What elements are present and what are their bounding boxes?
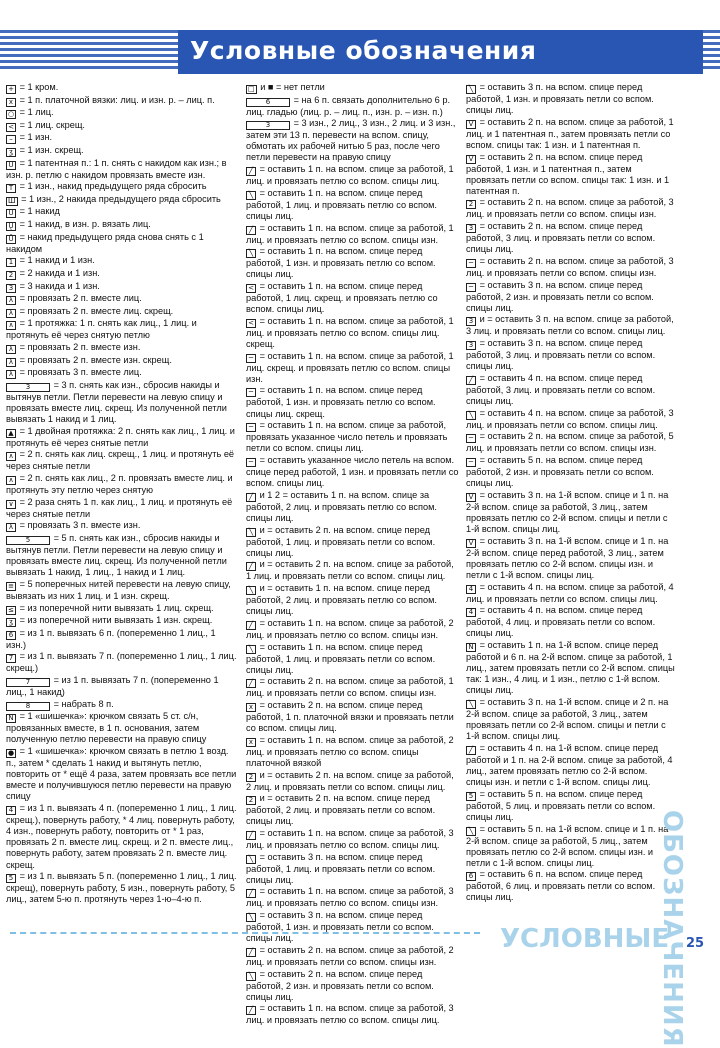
legend-entry	[246, 945, 461, 968]
stitch-symbol-icon: –	[6, 135, 16, 144]
legend-entry	[6, 615, 238, 627]
legend-entry	[246, 700, 461, 734]
legend-entry	[6, 219, 238, 231]
stitch-symbol-icon: ○	[8, 110, 15, 119]
legend-text: = 1 накид	[19, 206, 60, 217]
legend-text: = оставить 4 п. на вспом. спице перед работой, 4 лиц. и провязать петли со вспом. спицы лиц.	[466, 605, 656, 639]
legend-text: = оставить указанное число петель на вспом. спице перед работой, 1 изн. и провязать петли со вспом. спицы лиц.	[246, 455, 459, 489]
legend-text: = оставить 2 п. на вспом. спице перед работой, 3 лиц. и провязать петли со вспом. спицы лиц.	[466, 221, 656, 255]
legend-text: = 3 изн., 2 лиц., 3 изн., 2 лиц. и 3 изн., затем эти 13 п. перевести на вспом. спицу, обмотать их рабочей нитью 5 раз, после чего петли перевести на правую спицу	[246, 118, 456, 163]
legend-text: и = оставить 3 п. на вспом. спице за работой, 3 лиц. и провязать петли со вспом. спицы лиц.	[466, 314, 674, 337]
legend-entry	[6, 232, 238, 255]
legend-entry	[6, 367, 238, 379]
stitch-symbol-icon: ╲	[246, 645, 256, 654]
legend-entry	[6, 449, 238, 472]
legend-entry	[6, 699, 238, 711]
page-header	[0, 0, 720, 80]
legend-text: = накид предыдущего ряда снова снять с 1 накидом	[6, 231, 204, 254]
legend-entry	[466, 536, 676, 581]
legend-entry	[466, 221, 676, 255]
legend-text: и = оставить 2 п. на вспом. спице перед работой, 1 лиц. и провязать петли со вспом. спицы лиц.	[246, 524, 436, 558]
legend-text: = оставить 1 п. на вспом. спице за работой, 2 лиц. и провязать петлю со вспом. спицы платочной вязкой	[246, 734, 454, 768]
legend-text: = оставить 2 п. на вспом. спице за работой, 2 лиц. и провязать петли со вспом. спицы изн.	[246, 944, 454, 967]
legend-entry	[466, 152, 676, 197]
stitch-symbol-icon: ─	[466, 458, 476, 467]
stitch-symbol-icon: 8	[6, 702, 50, 711]
stitch-symbol-icon: Ū	[6, 235, 16, 244]
legend-text: = оставить 3 п. на 1-й вспом. спице и 2 п. на 2-й вспом. спице за работой, 3 лиц., затем провязать петли со 2-й вспом. спицы и петли с 1-й вспом. спицы лиц.	[466, 696, 669, 742]
legend-entry	[466, 197, 676, 220]
stitch-symbol-icon: 3	[246, 121, 290, 130]
stitch-symbol-icon: ╲	[246, 855, 256, 864]
legend-text: = 2 п. снять как лиц. скрещ., 1 лиц. и протянуть её через снятые петли	[6, 449, 235, 472]
legend-text: = оставить 3 п. на вспом. спице перед работой, 1 лиц. и провязать петли со вспом. спицы лиц.	[246, 851, 436, 885]
legend-text: = 1 «шишечка»: крючком связать в петлю 1 возд. п., затем * сделать 1 накид и вытянуть петлю, повторить от * ещё 4 раза, затем провязать все петли вместе и получившуюся петлю перевести на правую спицу	[6, 746, 237, 802]
legend-text: и = оставить 2 п. на вспом. спице за работой, 1 лиц. и провязать петли со вспом. спицы лиц.	[246, 559, 454, 582]
stitch-symbol-icon: T	[6, 184, 16, 193]
legend-text: = оставить 2 п. на вспом. спице перед работой, 2 изн. и провязать петли со вспом. спицы лиц.	[246, 968, 434, 1002]
legend-entry	[246, 770, 461, 793]
legend-entry	[246, 676, 461, 699]
legend-entry	[466, 697, 676, 742]
stitch-symbol-icon: ╱	[246, 831, 256, 840]
legend-text: = провязать 2 п. вместе лиц.	[19, 293, 142, 304]
legend-text: = провязать 3 п. вместе изн.	[19, 520, 141, 531]
legend-text: = 1 протяжка: 1 п. снять как лиц., 1 лиц. и протянуть её через снятую петлю	[6, 318, 197, 341]
legend-entry	[246, 852, 461, 886]
legend-entry	[6, 318, 238, 341]
stitch-symbol-icon: 6	[246, 98, 290, 107]
legend-text: = из 1 п. вывязать 7 п. (попеременно 1 лиц., 1 накид)	[6, 675, 219, 698]
legend-text: = оставить 1 п. на вспом. спице перед работой, 1 лиц. и провязать петли со вспом. спицы лиц.	[246, 641, 436, 675]
legend-entry	[246, 828, 461, 851]
legend-entry	[6, 803, 238, 870]
legend-entry	[6, 711, 238, 745]
legend-text: = оставить 1 п. на вспом. спице за работой, провязать указанное число петель и провязать петли со вспом. спицы лиц.	[246, 420, 448, 454]
stitch-symbol-icon: ╲	[466, 700, 476, 709]
stitch-symbol-icon: 7	[6, 654, 16, 663]
stitch-symbol-icon: ╲	[466, 827, 476, 836]
legend-entry	[6, 181, 238, 193]
stitch-symbol-icon: ╱	[246, 621, 256, 630]
legend-text: = из 1 п. вывязать 5 п. (попеременно 1 лиц., 1 лиц. скрещ), повернуть работу, 5 изн., повернуть работу, 5 лиц., затем 5-ю п. протянуть через 1-ю–4-ю п.	[6, 871, 237, 905]
stitch-symbol-icon: <	[6, 123, 16, 132]
stitch-symbol-icon: □	[248, 85, 255, 93]
legend-entry	[6, 206, 238, 218]
stitch-symbol-icon: ╱	[246, 679, 256, 688]
legend-entry	[246, 95, 461, 118]
stitch-symbol-icon: N	[466, 643, 476, 652]
legend-entry	[466, 605, 676, 639]
legend-entry	[246, 642, 461, 676]
stitch-symbol-icon: ╱	[246, 226, 256, 235]
legend-text: = оставить 1 п. на вспом. спице за работой, 1 лиц. и провязать петлю со вспом. спицы лиц. скрещ.	[246, 315, 454, 349]
stitch-symbol-icon: 2	[6, 271, 16, 280]
legend-text: = оставить 2 п. на вспом. спице за работой, 1 лиц. и провязать петли со вспом. спицы изн.	[246, 676, 454, 699]
stitch-symbol-icon: x	[246, 703, 256, 712]
legend-text: = 1 изн.	[19, 132, 53, 143]
legend-text: = 5 п. снять как изн., сбросив накиды и вытянув петли. Петли перевести на левую спицу и провязать вместе лиц. скрещ. Из полученной петли вывязать 1 накид, 1 лиц., 1 накид и 1 лиц.	[6, 532, 227, 578]
legend-text: = оставить 1 п. на вспом. спице за работой, 1 лиц. и провязать петлю со вспом. спицы лиц.	[246, 164, 454, 187]
stitch-symbol-icon: ─	[246, 423, 256, 432]
legend-entry	[6, 158, 238, 181]
legend-entry	[246, 118, 461, 163]
stitch-symbol-icon: x	[246, 738, 256, 747]
legend-text: и = оставить 2 п. на вспом. спице перед работой, 2 лиц. и провязать петли со вспом. спицы лиц.	[246, 793, 436, 827]
legend-text: = 1 лиц.	[19, 107, 54, 118]
legend-entry	[6, 145, 238, 157]
legend-entry	[466, 490, 676, 535]
legend-text: = оставить 3 п. на вспом. спице перед работой, 1 изн. и провязать петли со вспом. спицы лиц.	[466, 82, 654, 116]
stitch-symbol-icon: V	[466, 120, 476, 129]
legend-text: = оставить 5 п. на вспом. спице перед работой, 5 лиц. и провязать петли со вспом. спицы лиц.	[466, 788, 656, 822]
legend-entry	[6, 651, 238, 674]
stitch-symbol-icon: U	[6, 161, 16, 170]
legend-entry	[246, 223, 461, 246]
legend-text: и 1 2 = оставить 1 п. на вспом. спице за работой, 2 лиц. и провязать петлю со вспом. спицы лиц.	[246, 489, 437, 523]
stitch-symbol-icon: ╱	[246, 1006, 256, 1015]
legend-text: = провязать 2 п. вместе изн. скрещ.	[19, 354, 172, 365]
legend-entry	[246, 188, 461, 222]
legend-text: = оставить 1 п. на 1-й вспом. спице перед работой и 6 п. на 2-й вспом. спице за работой, 1 лиц., затем провязать петли со 2-й вспом. спицы так: 1 изн., 4 лиц. и 1 изн., петлю с 1-й вспом. спицы лиц.	[466, 640, 675, 696]
stitch-symbol-icon: V	[466, 493, 476, 502]
legend-text: = 1 изн., накид предыдущего ряда сбросить	[19, 181, 207, 192]
legend-entry	[6, 355, 238, 367]
legend-text: = на 6 п. связать дополнительно 6 р. лиц. гладью (лиц. р. – лиц. п., изн. р. – изн. п.)	[246, 94, 451, 117]
legend-text: = 1 накид и 1 изн.	[19, 255, 95, 266]
stitch-symbol-icon: ╱	[466, 746, 476, 755]
legend-text: = 1 изн. скрещ.	[19, 144, 84, 155]
stitch-symbol-icon: ─	[466, 259, 476, 268]
legend-text: = оставить 3 п. на 1-й вспом. спице и 1 п. на 2-й вспом. спице перед работой, 3 лиц., затем провязать петлю со 2-й вспом. спицы изн. и петли с 1-й вспом. спицы лиц.	[466, 535, 669, 580]
legend-text: = 2 накида и 1 изн.	[19, 267, 100, 278]
stitch-symbol-icon: ▲	[6, 429, 16, 438]
stitch-symbol-icon: ╲	[466, 85, 476, 94]
legend-entry	[6, 473, 238, 496]
stitch-symbol-icon: ╲	[246, 249, 256, 258]
legend-entry	[6, 268, 238, 280]
legend-text: = оставить 1 п. на вспом. спице за работой, 1 лиц. и провязать петлю со вспом. спицы изн.	[246, 222, 454, 245]
legend-text: = оставить 5 п. на 1-й вспом. спице и 1 п. на 2-й вспом. спице за работой, 5 лиц., затем провязать петлю со 2-й вспом. спицы изн. и петли с 1-й вспом. спицы лиц.	[466, 823, 669, 868]
legend-entry	[246, 455, 461, 489]
stitch-symbol-icon: N	[6, 714, 16, 723]
legend-entry	[6, 306, 238, 318]
legend-entry	[6, 132, 238, 144]
stitch-symbol-icon: ─	[466, 283, 476, 292]
stitch-symbol-icon: 3	[466, 224, 476, 233]
legend-text: = набрать 8 п.	[53, 698, 114, 709]
legend-entry	[246, 886, 461, 909]
legend-entry	[6, 95, 238, 107]
legend-entry	[6, 628, 238, 651]
stitch-symbol-icon: 7	[6, 678, 50, 687]
legend-entry	[466, 431, 676, 454]
legend-entry	[246, 559, 461, 582]
legend-text: и = оставить 1 п. на вспом. спице перед работой, 2 лиц. и провязать петлю со вспом. спицы лиц.	[246, 583, 437, 617]
legend-text: = оставить 2 п. на вспом. спице за работой, 3 лиц. и провязать петли со вспом. спицы изн.	[466, 255, 674, 278]
legend-entry	[6, 293, 238, 305]
stitch-symbol-icon: Ų	[6, 222, 16, 231]
legend-entry	[466, 280, 676, 314]
legend-entry	[466, 408, 676, 431]
stitch-symbol-icon: ╱	[246, 493, 256, 502]
legend-text: = 1 накид, в изн. р. вязать лиц.	[19, 219, 151, 230]
legend-entry	[6, 120, 238, 132]
stitch-symbol-icon: λ	[6, 370, 16, 379]
legend-text: = оставить 1 п. на вспом. спице перед работой, 1 лиц. скрещ. и провязать петлю со вспом. спицы лиц.	[246, 281, 438, 315]
legend-entry	[6, 497, 238, 520]
legend-entry	[246, 583, 461, 617]
stitch-symbol-icon: ─	[246, 354, 256, 363]
stitch-symbol-icon: ╲	[246, 972, 256, 981]
stitch-symbol-icon: 4	[466, 608, 476, 617]
stitch-symbol-icon: ∧	[6, 476, 16, 485]
legend-entry	[6, 194, 238, 206]
legend-column-1	[6, 82, 238, 906]
stitch-symbol-icon: 6	[6, 631, 16, 640]
legend-entry	[246, 385, 461, 419]
stitch-symbol-icon: 2	[246, 796, 256, 805]
legend-text: = оставить 1 п. на вспом. спице перед работой, 1 изн. и провязать петлю со вспом. спицы лиц. скрещ.	[246, 385, 436, 419]
legend-text: = из поперечной нити вывязать 1 изн. скрещ.	[19, 615, 213, 626]
legend-entry	[466, 314, 676, 337]
legend-entry	[466, 582, 676, 605]
stitch-symbol-icon: <	[246, 284, 256, 293]
stitch-symbol-icon: ─	[466, 434, 476, 443]
legend-text: = из 1 п. вывязать 4 п. (попеременно 1 лиц., 1 лиц. скрещ.), повернуть работу, * 4 лиц. повернуть работу, 4 изн., повернуть работу, повторить от * 1 раз, провязать 2 п. вместе лиц. скрещ. и 2 п. вместе лиц., повернуть работу, затем провязать 2 п. вместе лиц. скрещ.	[6, 803, 237, 870]
legend-text: = оставить 2 п. на вспом. спице за работой, 5 лиц. и провязать петли со вспом. спицы изн.	[466, 431, 674, 454]
footer-dashes	[10, 932, 480, 934]
stitch-symbol-icon: Ш	[8, 196, 16, 205]
legend-entry	[246, 82, 461, 94]
legend-text: = провязать 2 п. вместе изн.	[19, 341, 141, 352]
legend-text: = из поперечной нити вывязать 1 лиц. скрещ.	[19, 602, 214, 613]
legend-entry	[246, 316, 461, 350]
legend-entry	[246, 1003, 461, 1026]
legend-text: = оставить 1 п. на вспом. спице за работой, 3 лиц. и провязать петлю со вспом. спицы лиц.	[246, 828, 454, 850]
stitch-symbol-icon: 5	[6, 536, 50, 545]
legend-entry	[246, 969, 461, 1003]
legend-entry	[466, 373, 676, 407]
stitch-symbol-icon: +	[6, 85, 16, 94]
legend-entry	[246, 910, 461, 944]
stitch-symbol-icon: U	[6, 209, 16, 218]
legend-text: = 3 накида и 1 изн.	[19, 280, 100, 291]
legend-entry	[246, 490, 461, 524]
legend-column-3	[466, 82, 676, 904]
legend-entry	[466, 640, 676, 696]
stitch-symbol-icon: 4	[466, 585, 476, 594]
stitch-symbol-icon: ╱	[246, 948, 256, 957]
legend-entry	[6, 603, 238, 615]
legend-text: = оставить 4 п. на вспом. спице перед работой, 3 лиц. и провязать петли со вспом. спицы лиц.	[466, 372, 656, 406]
stitch-symbol-icon: 2	[246, 773, 256, 782]
legend-entry	[6, 871, 238, 905]
legend-text: = оставить 1 п. на вспом. спице перед работой, 1 изн. и провязать петлю со вспом. спицы лиц.	[246, 246, 436, 280]
footer-word: УСЛОВНЫЕ	[500, 924, 670, 954]
legend-text: = оставить 3 п. на вспом. спице перед работой, 1 изн. и провязать петли со вспом. спицы лиц.	[246, 910, 434, 944]
legend-entry	[466, 869, 676, 903]
legend-entry	[6, 746, 238, 802]
legend-entry	[246, 246, 461, 280]
stitch-symbol-icon: ʒ	[6, 618, 16, 627]
stitch-symbol-icon: ╲	[246, 191, 256, 200]
legend-entry	[466, 338, 676, 372]
stitch-symbol-icon: λ	[6, 345, 16, 354]
stitch-symbol-icon: λ	[6, 523, 16, 532]
stitch-symbol-icon: ≡	[6, 582, 16, 591]
legend-text: = оставить 5 п. на вспом. спице перед работой, 2 изн. и провязать петли со вспом. спицы лиц.	[466, 455, 654, 489]
stitch-symbol-icon: ╱	[246, 889, 256, 898]
stitch-symbol-icon: λ	[6, 296, 16, 305]
stitch-symbol-icon: ╲	[246, 913, 256, 922]
legend-entry	[466, 789, 676, 823]
legend-text: = провязать 3 п. вместе лиц.	[19, 367, 142, 378]
stitch-symbol-icon: ─	[246, 458, 256, 467]
legend-entry	[6, 82, 238, 94]
legend-entry	[246, 281, 461, 315]
legend-entry	[6, 107, 238, 119]
stitch-symbol-icon: V	[466, 155, 476, 164]
legend-text: = оставить 1 п. на вспом. спице перед работой, 1 лиц. и провязать петлю со вспом. спицы лиц.	[246, 187, 437, 221]
legend-entry	[246, 735, 461, 769]
legend-text: = оставить 2 п. на вспом. спице за работой, 3 лиц. и провязать петли со вспом. спицы изн.	[466, 197, 674, 220]
stitch-symbol-icon: ●	[8, 749, 15, 758]
stitch-symbol-icon: 1	[6, 258, 16, 267]
legend-text: = оставить 4 п. на вспом. спице за работой, 3 лиц. и провязать петли со вспом. спицы лиц.	[466, 407, 674, 430]
legend-entry	[246, 618, 461, 641]
legend-text: = 5 поперечных нитей перевести на левую спицу, вывязать из них 1 лиц. и 1 изн. скрещ.	[6, 578, 231, 601]
legend-text: = оставить 2 п. на вспом. спице перед работой, 1 п. платочной вязки и провязать петли со вспом. спицы лиц.	[246, 699, 454, 734]
legend-text: = 3 п. снять как изн., сбросив накиды и вытянув петли. Петли перевести на левую спицу и провязать вместе лиц. скрещ. Из полученной петли вывязать 1 накид и 1 лиц.	[6, 379, 227, 424]
legend-entry	[6, 675, 238, 698]
legend-text: = оставить 1 п. на вспом. спице за работой, 1 лиц. скрещ. и провязать петлю со вспом. спицы изн.	[246, 350, 454, 384]
legend-entry	[466, 82, 676, 116]
legend-entry	[6, 579, 238, 602]
legend-entry	[6, 426, 238, 449]
legend-text: = оставить 1 п. на вспом. спице за работой, 2 лиц. и провязать петлю со вспом. спицы изн.	[246, 617, 454, 640]
page-title: Условные обозначения	[190, 36, 537, 65]
legend-entry	[466, 256, 676, 279]
legend-entry	[246, 525, 461, 559]
legend-text: = 1 патентная п.: 1 п. снять с накидом как изн.; в изн. р. петлю с накидом провязать вместе изн.	[6, 157, 227, 180]
stitch-symbol-icon: ╱	[246, 167, 256, 176]
stitch-symbol-icon: 2	[466, 200, 476, 209]
stitch-symbol-icon: ≤	[6, 606, 16, 615]
legend-entry	[466, 117, 676, 151]
stitch-symbol-icon: λ	[6, 358, 16, 367]
legend-entry	[6, 380, 238, 425]
legend-text: = провязать 2 п. вместе лиц. скрещ.	[19, 305, 174, 316]
legend-entry	[466, 824, 676, 869]
legend-text: = 2 п. снять как лиц., 2 п. провязать вместе лиц. и протянуть эту петлю через снятую	[6, 473, 233, 495]
legend-text: = 1 «шишечка»: крючком связать 5 ст. с/н, провязанных вместе, в 1 п. основания, затем полученную петлю перевести на правую спицу	[6, 711, 207, 745]
stitch-symbol-icon: 3	[6, 284, 16, 293]
legend-column-2	[246, 82, 461, 1027]
stitch-symbol-icon: ∧	[6, 321, 16, 330]
sidebar-word: ОБОЗНАЧЕНИЯ	[657, 810, 687, 1048]
stitch-symbol-icon: ╲	[246, 586, 256, 595]
legend-entry	[6, 281, 238, 293]
legend-text: и ■ = нет петли	[260, 82, 325, 92]
legend-text: = 1 лиц. скрещ.	[19, 119, 85, 130]
stitch-symbol-icon: 5	[466, 792, 476, 801]
stitch-symbol-icon: 5	[6, 874, 16, 883]
legend-text: = оставить 6 п. на вспом. спице перед работой, 6 лиц. и провязать петли со вспом. спицы лиц.	[466, 869, 656, 903]
legend-entry	[466, 743, 676, 788]
legend-text: = 2 раза снять 1 п. как лиц., 1 лиц. и протянуть её через снятые петли	[6, 496, 233, 519]
legend-text: = 1 двойная протяжка: 2 п. снять как лиц., 1 лиц. и протянуть её через снятые петли	[6, 425, 235, 448]
stitch-symbol-icon: <	[246, 319, 256, 328]
stitch-symbol-icon: x	[6, 98, 16, 107]
legend-text: = оставить 2 п. на вспом. спице за работой, 1 лиц. и 1 патентная п., затем провязать петли со вспом. спицы так: 1 изн. и 1 патентная п.	[466, 116, 674, 150]
stitch-symbol-icon: ╲	[246, 528, 256, 537]
stitch-symbol-icon: 3	[466, 341, 476, 350]
legend-entry	[246, 793, 461, 827]
stitch-symbol-icon: ∨	[6, 500, 16, 509]
legend-text: = 1 п. платочной вязки: лиц. и изн. р. – лиц. п.	[19, 94, 215, 105]
stitch-symbol-icon: ─	[246, 388, 256, 397]
legend-text: = оставить 3 п. на 1-й вспом. спице и 1 п. на 2-й вспом. спице за работой, 3 лиц., затем провязать петлю со 2-й вспом. спицы и петли с 1-й вспом. спицы лиц.	[466, 489, 669, 534]
legend-text: = из 1 п. вывязать 6 п. (попеременно 1 лиц., 1 изн.)	[6, 627, 216, 650]
legend-text: = 1 изн., 2 накида предыдущего ряда сбросить	[21, 193, 221, 204]
stitch-symbol-icon: 4	[6, 806, 16, 815]
legend-entry	[6, 342, 238, 354]
legend-entry	[6, 533, 238, 578]
stitch-symbol-icon: ʒ	[6, 148, 16, 157]
legend-entry	[6, 255, 238, 267]
legend-entry	[246, 164, 461, 187]
legend-text: = оставить 4 п. на вспом. спице за работой, 4 лиц. и провязать петли со вспом. спицы лиц.	[466, 581, 674, 604]
legend-entry	[246, 420, 461, 454]
stitch-symbol-icon: ∧	[6, 452, 16, 461]
legend-entry	[466, 455, 676, 489]
stitch-symbol-icon: ╱	[246, 562, 256, 571]
legend-text: = из 1 п. вывязать 7 п. (попеременно 1 лиц., 1 лиц. скрещ.)	[6, 651, 237, 674]
legend-text: = оставить 4 п. на 1-й вспом. спице перед работой и 1 п. на 2-й вспом. спице за работой, 4 лиц., затем провязать петлю со 2-й вспом. спицы изн. и петли с 1-й вспом. спицы лиц.	[466, 742, 673, 788]
stitch-symbol-icon: 6	[466, 872, 476, 881]
stitch-symbol-icon: λ	[6, 309, 16, 318]
stitch-symbol-icon: ╱	[466, 376, 476, 385]
stitch-symbol-icon: 3	[466, 317, 476, 326]
stitch-symbol-icon: V	[466, 539, 476, 548]
stitch-symbol-icon: ╲	[466, 411, 476, 420]
legend-entry	[6, 520, 238, 532]
legend-text: = 1 кром.	[19, 82, 59, 92]
page-number: 25	[686, 936, 705, 951]
legend-text: = оставить 3 п. на вспом. спице перед работой, 2 изн. и провязать петли со вспом. спицы лиц.	[466, 279, 654, 313]
legend-entry	[246, 351, 461, 385]
legend-text: = оставить 2 п. на вспом. спице перед работой, 1 изн. и 1 патентная п., затем провязать петли со вспом. спицы так: 1 изн. и 1 патентная п.	[466, 151, 670, 196]
legend-text: = оставить 1 п. на вспом. спице за работой, 3 лиц. и провязать петлю со вспом. спицы лиц.	[246, 1003, 454, 1026]
legend-text: и = оставить 2 п. на вспом. спице за работой, 2 лиц. и провязать петли со вспом. спицы лиц.	[246, 769, 454, 792]
stitch-symbol-icon: 3	[6, 383, 50, 392]
legend-text: = оставить 3 п. на вспом. спице перед работой, 3 лиц. и провязать петли со вспом. спицы лиц.	[466, 338, 656, 372]
legend-text: = оставить 1 п. на вспом. спице за работой, 3 лиц. и провязать петлю со вспом. спицы изн.	[246, 886, 454, 909]
